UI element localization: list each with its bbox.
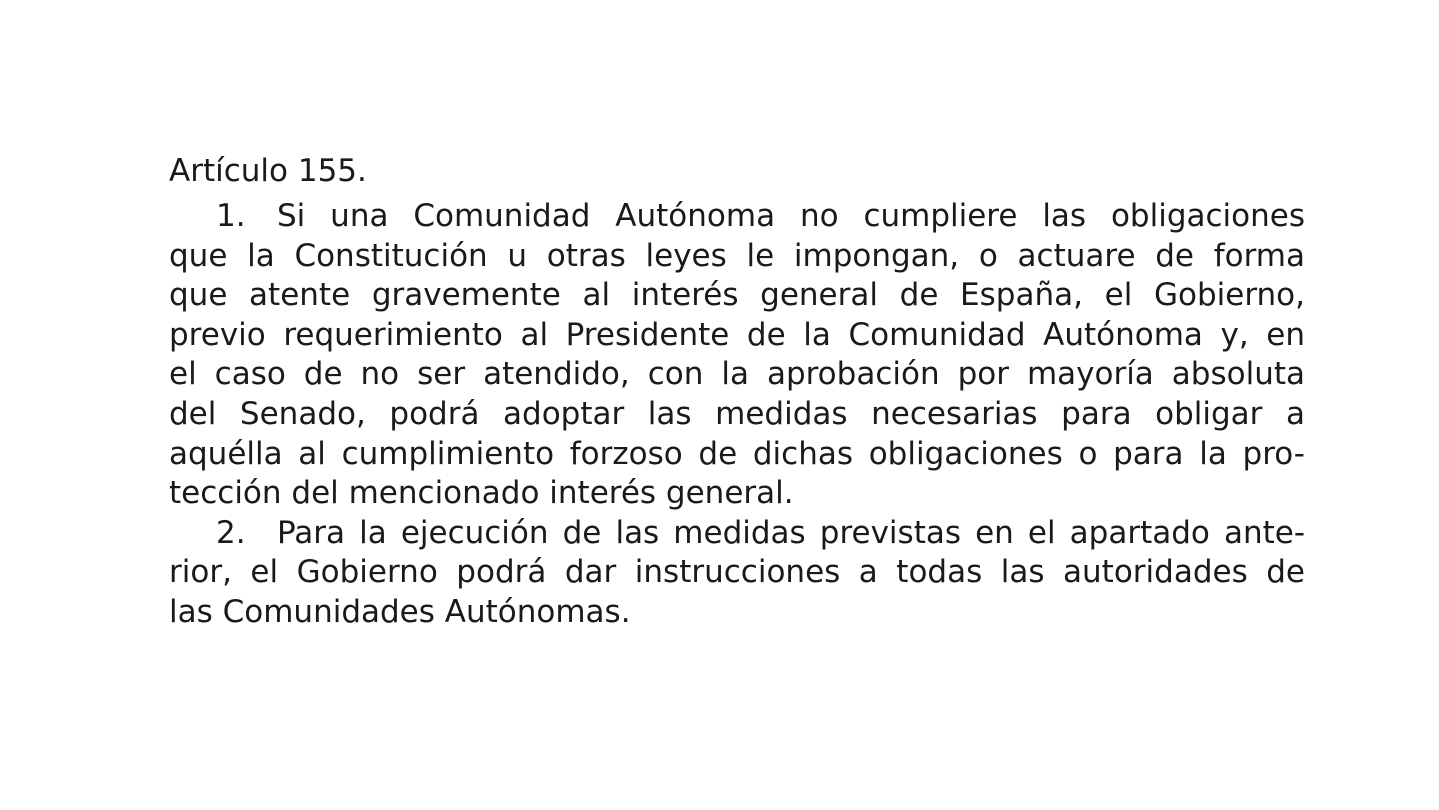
paragraph-1-line-5: el caso de no ser atendido, con la aprobación por mayoría absoluta: [169, 356, 1305, 393]
paragraph-2-line-1: [169, 514, 1305, 554]
paragraph-1-line-2: que la Constitución u otras leyes le impongan, o actuare de forma: [169, 237, 1305, 274]
paragraph-1-line-4: previo requerimiento al Presidente de la Comunidad Autónoma y, en: [169, 316, 1305, 353]
paragraph-1: [169, 197, 1305, 514]
paragraph-1-line-1: [169, 197, 1305, 237]
document-body: [169, 152, 1305, 633]
paragraph-1-line-1-text: Si una Comunidad Autónoma no cumpliere las obligaciones: [277, 198, 1305, 234]
paragraph-2: [169, 514, 1305, 633]
paragraph-1-line-6: del Senado, podrá adoptar las medidas necesarias para obligar a: [169, 395, 1305, 432]
paragraph-2-line-2: rior, el Gobierno podrá dar instrucciones a todas las autoridades de: [169, 554, 1305, 591]
paragraph-2-number: 2.: [216, 514, 246, 551]
paragraph-1-number: 1.: [216, 198, 246, 234]
paragraph-1-line-8: tección del mencionado interés general.: [169, 475, 794, 512]
paragraph-2-line-1-text: Para la ejecución de las medidas previstas en el apartado ante-: [277, 514, 1305, 551]
paragraph-1-line-3: que atente gravemente al interés general de España, el Gobierno,: [169, 277, 1305, 314]
paragraph-2-line-3: las Comunidades Autónomas.: [169, 593, 631, 630]
paragraph-1-line-7: aquélla al cumplimiento forzoso de dichas obligaciones o para la pro-: [169, 435, 1305, 472]
article-heading: Artículo 155.: [169, 153, 367, 189]
